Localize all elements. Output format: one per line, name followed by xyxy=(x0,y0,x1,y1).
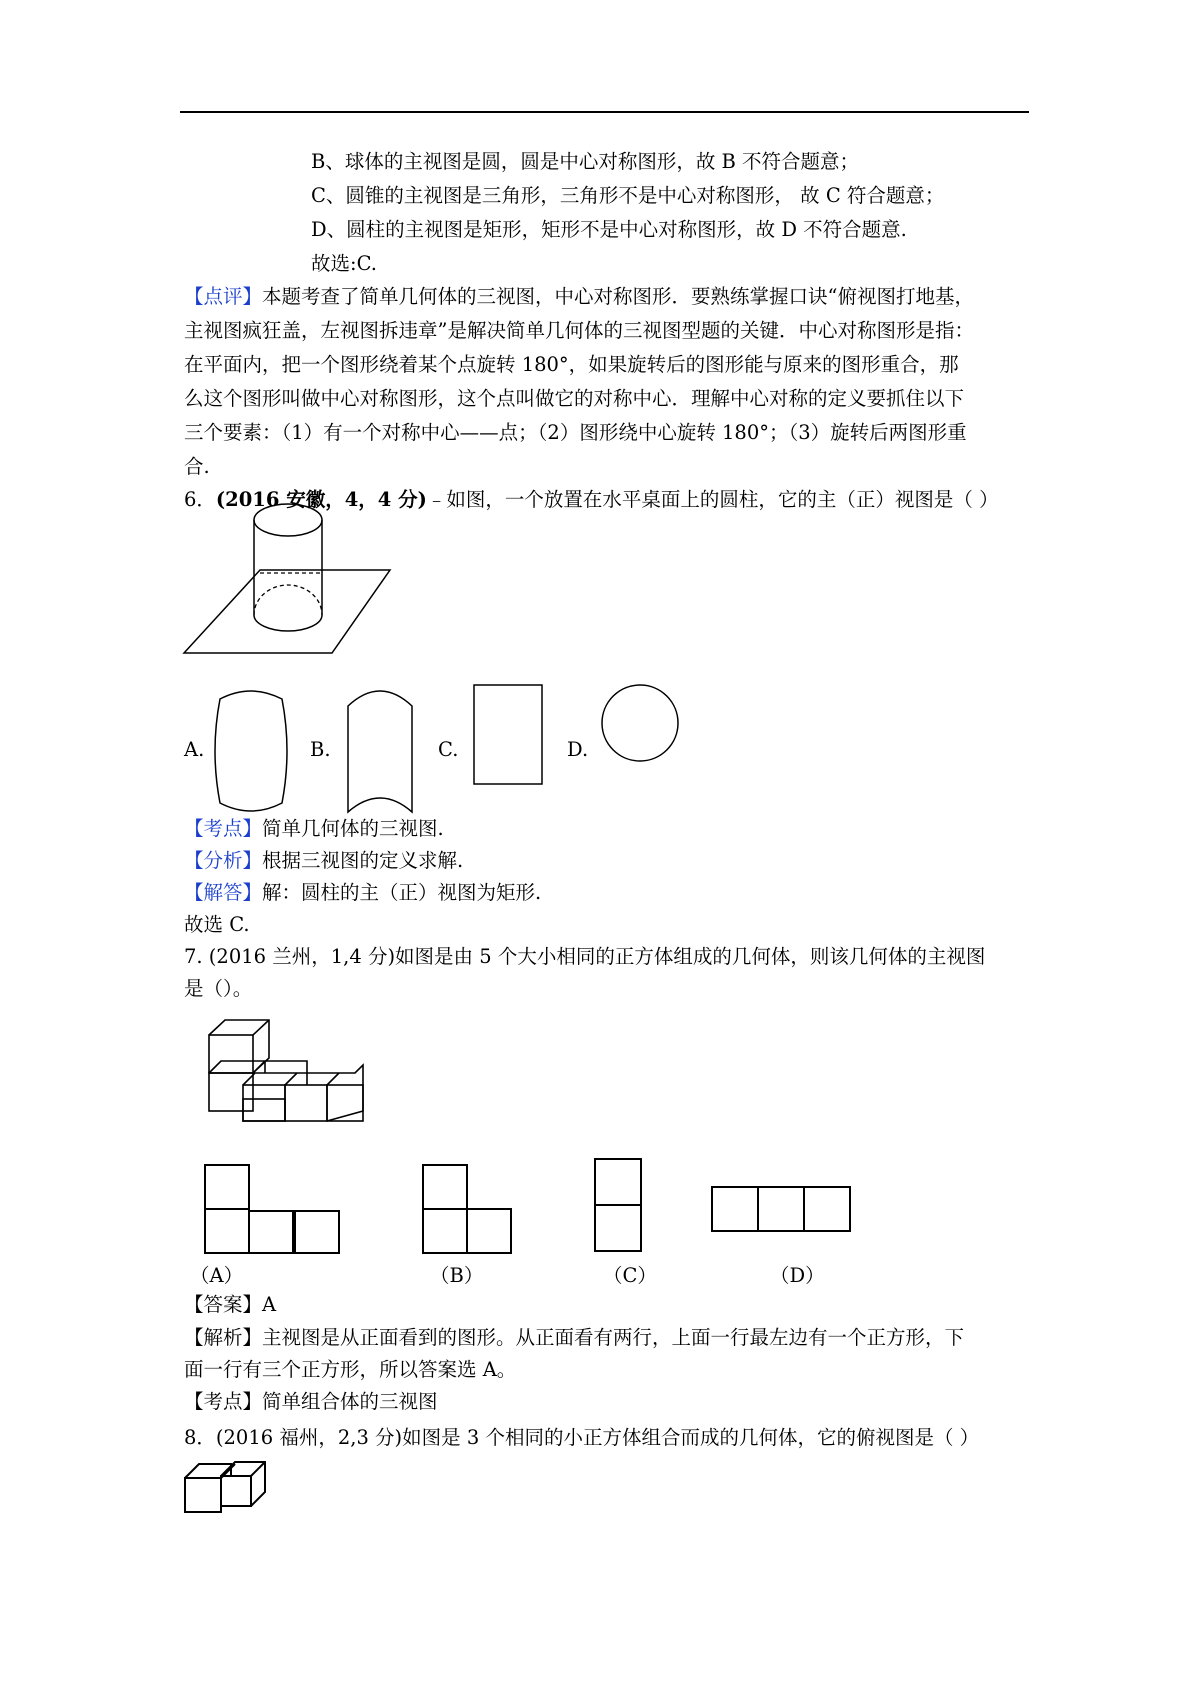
q7-stem-line-1: 7. (2016 兰州，1,4 分)如图是由 5 个大小相同的正方体组成的几何体，则该几何体的主视图 xyxy=(184,945,986,968)
q6-option-b-figure xyxy=(344,684,416,820)
comment-text-1: 本题考查了简单几何体的三视图，中心对称图形．要熟练掌握口诀“俯视图打地基， xyxy=(262,285,974,308)
q6-jieda xyxy=(184,880,541,906)
q7-option-a-figure xyxy=(203,1163,343,1263)
q6-option-a-figure xyxy=(216,685,286,820)
q7-answer: 【答案】A xyxy=(184,1293,277,1316)
q6-kaodian-tag: 【考点】 xyxy=(184,817,263,840)
tail-line-d: D、圆柱的主视图是矩形，矩形不是中心对称图形，故 D 不符合题意. xyxy=(311,218,907,241)
q6-text: ﹣如图，一个放置在水平桌面上的圆柱，它的主（正）视图是（ ） xyxy=(426,488,999,511)
q7-option-b-figure xyxy=(421,1163,521,1263)
q7-cubes-figure xyxy=(205,1015,365,1125)
q7-option-c-figure xyxy=(593,1157,645,1257)
q7-option-d-figure xyxy=(710,1185,860,1235)
q7-kaodian: 【考点】简单组合体的三视图 xyxy=(184,1390,438,1413)
q7-option-a-label: （A） xyxy=(190,1264,244,1287)
comment-line-6: 合. xyxy=(184,455,210,478)
q7-analysis-line-2: 面一行有三个正方形，所以答案选 A。 xyxy=(184,1358,517,1381)
comment-line-5: 三个要素：（1）有一个对称中心——点；（2）图形绕中心旋转 180°；（3）旋转后两图形重 xyxy=(184,421,967,444)
q6-number: 6． xyxy=(184,488,216,511)
tail-line-b: B、球体的主视图是圆，圆是中心对称图形，故 B 不符合题意； xyxy=(311,150,860,173)
q6-jieda-tag: 【解答】 xyxy=(184,881,263,904)
q6-jieda-text: 解：圆柱的主（正）视图为矩形. xyxy=(262,881,542,904)
q7-stem-line-2: 是（）。 xyxy=(184,977,253,1000)
header-rule xyxy=(180,111,1029,113)
q6-option-b-label: B. xyxy=(310,738,331,761)
comment-tag: 【点评】 xyxy=(184,285,263,308)
q6-fenxi-text: 根据三视图的定义求解. xyxy=(262,849,464,872)
q8-cubes-figure xyxy=(183,1458,268,1514)
q6-fenxi xyxy=(184,848,463,874)
q6-option-c-label: C. xyxy=(438,738,459,761)
q6-cylinder-figure xyxy=(182,495,392,655)
comment-line-4: 么这个图形叫做中心对称图形，这个点叫做它的对称中心．理解中心对称的定义要抓住以下 xyxy=(184,387,965,410)
q6-kaodian-text: 简单几何体的三视图. xyxy=(262,817,444,840)
q6-option-d-label: D. xyxy=(567,738,589,761)
q6-answer: 故选 C. xyxy=(184,913,250,936)
comment-line-2: 主视图疯狂盖，左视图拆违章”是解决简单几何体的三视图型题的关键．中心对称图形是指： xyxy=(184,319,974,342)
tail-line-conclusion: 故选:C. xyxy=(311,252,377,275)
q7-option-d-label: （D） xyxy=(770,1264,825,1287)
q6-option-d-figure xyxy=(600,683,680,763)
q7-option-b-label: （B） xyxy=(430,1264,484,1287)
q6-source: (2016 安徽，4，4 分) xyxy=(215,488,427,511)
q6-option-a-label: A. xyxy=(184,738,205,761)
q8-stem: 8．(2016 福州，2,3 分)如图是 3 个相同的小正方体组合而成的几何体，它的俯视图是（ ） xyxy=(184,1426,980,1449)
q6-option-c-figure xyxy=(472,683,544,786)
q6-fenxi-tag: 【分析】 xyxy=(184,849,263,872)
comment-line-1 xyxy=(184,284,974,310)
q6-kaodian xyxy=(184,816,444,842)
q7-option-c-label: （C） xyxy=(603,1264,657,1287)
tail-line-c: C、圆锥的主视图是三角形，三角形不是中心对称图形， 故 C 符合题意； xyxy=(311,184,945,207)
comment-line-3: 在平面内，把一个图形绕着某个点旋转 180°，如果旋转后的图形能与原来的图形重合，那 xyxy=(184,353,959,376)
q7-analysis-line-1: 【解析】主视图是从正面看到的图形。从正面看有两行，上面一行最左边有一个正方形，下 xyxy=(184,1326,965,1349)
